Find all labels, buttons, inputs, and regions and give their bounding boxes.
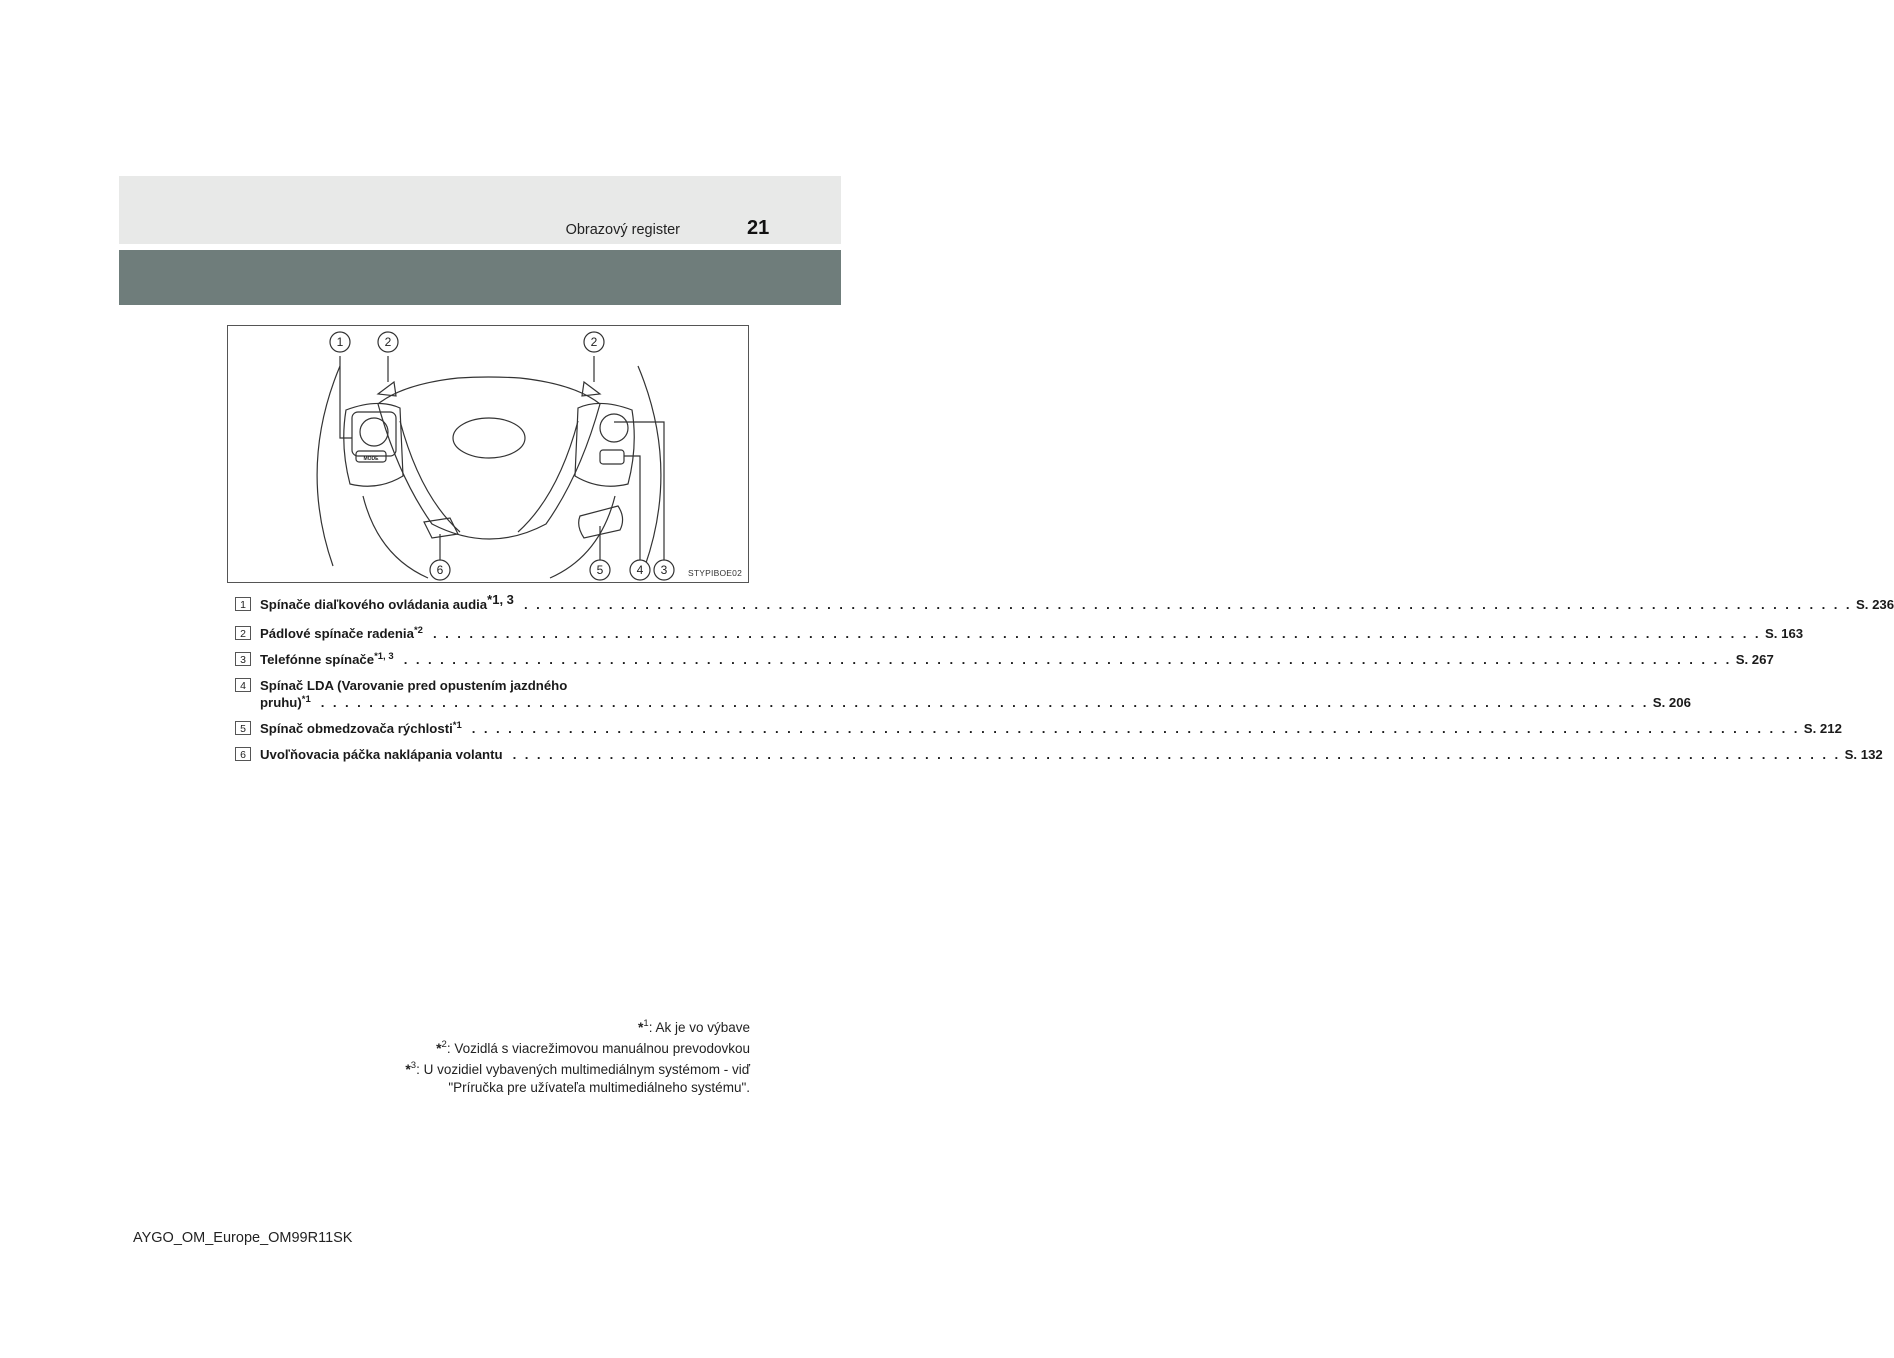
item-number: 5 <box>235 721 251 735</box>
mode-button-label: MODE <box>363 456 379 462</box>
callout-2-right: 2 <box>590 335 598 349</box>
callout-2-left: 2 <box>384 335 392 349</box>
footnote: *$^1$: Ak je vo výbave <box>637 1018 750 1035</box>
item-number: 3 <box>235 652 251 666</box>
steering-wheel-illustration <box>228 326 750 584</box>
list-item <box>235 592 1894 613</box>
steering-wheel-figure <box>227 325 749 583</box>
section-title: Obrazový register <box>565 222 680 238</box>
item-label: Spínač obmedzovača rýchlosti$^{*1}$ <box>260 720 462 736</box>
figure-code: STYPIBOE02 <box>688 568 742 578</box>
item-number: 2 <box>235 626 251 640</box>
callout-4: 4 <box>636 563 644 577</box>
item-page-ref: S. 236 <box>1855 597 1894 612</box>
footnote: *$^3$: U vozidiel vybavených multimediálnym systémom - viď <box>405 1060 750 1077</box>
item-label: pruhu)$^{*1}$ <box>260 694 311 710</box>
footnotes <box>405 1017 750 1096</box>
item-label: Pádlové spínače radenia$^{*2}$ <box>260 625 423 641</box>
item-page-ref: S. 132 <box>1844 747 1883 762</box>
item-label: Spínače diaľkového ovládania audia$^{*1, 3}$ <box>260 592 514 612</box>
list-item <box>235 651 1774 668</box>
item-list <box>235 592 1894 763</box>
item-page-ref: S. 163 <box>1764 626 1804 641</box>
list-item <box>235 677 1691 711</box>
section-band <box>119 250 841 305</box>
document-code: AYGO_OM_Europe_OM99R11SK <box>133 1230 353 1246</box>
list-item <box>235 625 1804 642</box>
item-number: 1 <box>235 597 251 611</box>
item-number: 6 <box>235 747 251 761</box>
callout-3: 3 <box>660 563 668 577</box>
header-band <box>119 176 841 244</box>
item-number: 4 <box>235 678 251 692</box>
footnote: *$^2$: Vozidlá s viacrežimovou manuálnou prevodovkou <box>436 1039 750 1056</box>
page-number: 21 <box>747 217 770 239</box>
list-item <box>235 746 1883 763</box>
item-label: Uvoľňovacia páčka naklápania volantu <box>260 747 503 762</box>
item-label: Telefónne spínače$^{*1, 3}$ <box>260 651 394 667</box>
callout-6: 6 <box>436 563 444 577</box>
item-label-line1: Spínač LDA (Varovanie pred opustením jazdného <box>260 678 568 693</box>
list-item <box>235 720 1842 737</box>
item-page-ref: S. 212 <box>1803 721 1842 736</box>
callout-1: 1 <box>336 335 344 349</box>
callout-5: 5 <box>596 563 604 577</box>
footnote-continuation: "Príručka pre užívateľa multimediálneho systému". <box>448 1080 750 1095</box>
item-page-ref: S. 206 <box>1652 695 1691 710</box>
item-page-ref: S. 267 <box>1735 652 1774 667</box>
